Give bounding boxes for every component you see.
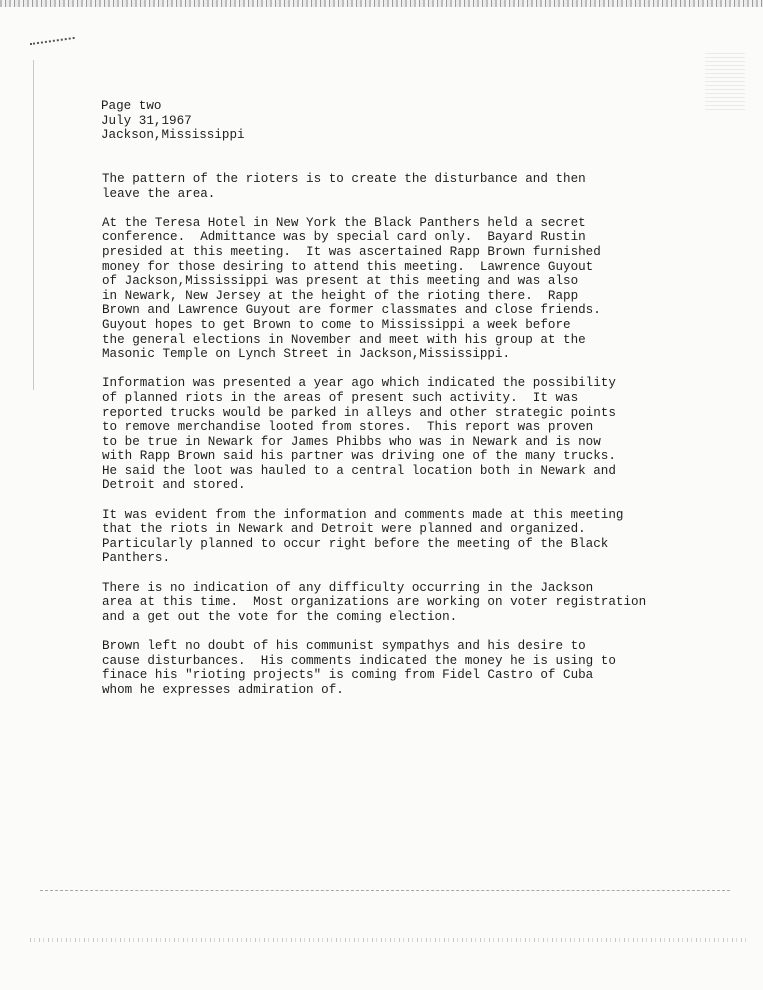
text-line: Guyout hopes to get Brown to come to Mississippi a week before bbox=[102, 317, 571, 332]
paragraph bbox=[102, 508, 692, 566]
scan-fold-line bbox=[40, 890, 730, 892]
text-line: reported trucks would be parked in alleys and other strategic points bbox=[102, 405, 616, 420]
text-line: There is no indication of any difficulty occurring in the Jackson bbox=[102, 580, 594, 595]
text-line: that the riots in Newark and Detroit were planned and organized. bbox=[102, 522, 586, 537]
text-line: Detroit and stored. bbox=[102, 478, 246, 493]
letter-date: July 31,1967 bbox=[101, 113, 192, 128]
letter-body bbox=[102, 172, 692, 712]
text-line: of Jackson,Mississippi was present at this meeting and was also bbox=[102, 274, 579, 289]
text-line: Particularly planned to occur right before the meeting of the Black bbox=[102, 536, 609, 551]
text-line: to remove merchandise looted from stores. This report was proven bbox=[102, 420, 594, 435]
text-line: to be true in Newark for James Phibbs who was in Newark and is now bbox=[102, 434, 601, 449]
text-line: Brown and Lawrence Guyout are former classmates and close friends. bbox=[102, 303, 601, 318]
scan-corner-mark bbox=[30, 37, 75, 47]
page-number: Page two bbox=[101, 99, 162, 113]
text-line: Masonic Temple on Lynch Street in Jackson,Mississippi. bbox=[102, 347, 511, 362]
paragraph bbox=[102, 376, 692, 493]
text-line: finace his "rioting projects" is coming from Fidel Castro of Cuba bbox=[102, 668, 594, 683]
scan-right-noise bbox=[705, 50, 745, 110]
scan-left-rule bbox=[33, 60, 34, 390]
text-line: conference. Admittance was by special card only. Bayard Rustin bbox=[102, 230, 586, 245]
text-line: money for those desiring to attend this meeting. Lawrence Guyout bbox=[102, 259, 594, 274]
text-line: Brown left no doubt of his communist sympathys and his desire to bbox=[102, 639, 586, 653]
paragraph bbox=[102, 216, 692, 362]
paragraph bbox=[102, 172, 692, 201]
letter-header bbox=[101, 99, 245, 143]
text-line: whom he expresses admiration of. bbox=[102, 682, 344, 697]
text-line: in Newark, New Jersey at the height of the rioting there. Rapp bbox=[102, 288, 579, 303]
text-line: Panthers. bbox=[102, 551, 171, 566]
text-line: area at this time. Most organizations are working on voter registration bbox=[102, 595, 647, 610]
text-line: with Rapp Brown said his partner was driving one of the many trucks. bbox=[102, 449, 616, 464]
paragraph bbox=[102, 581, 692, 625]
text-line: At the Teresa Hotel in New York the Black Panthers held a secret bbox=[102, 215, 586, 230]
text-line: presided at this meeting. It was ascertained Rapp Brown furnished bbox=[102, 244, 601, 259]
letter-place: Jackson,Mississippi bbox=[101, 128, 245, 143]
text-line: He said the loot was hauled to a central location both in Newark and bbox=[102, 463, 616, 478]
text-line: the general elections in November and meet with his group at the bbox=[102, 332, 586, 347]
text-line: and a get out the vote for the coming election. bbox=[102, 609, 458, 624]
text-line: It was evident from the information and comments made at this meeting bbox=[102, 507, 624, 522]
scan-bottom-noise bbox=[30, 938, 750, 942]
paragraph bbox=[102, 639, 692, 697]
text-line: Information was presented a year ago which indicated the possibility bbox=[102, 376, 616, 391]
scan-top-edge bbox=[0, 0, 763, 7]
text-line: cause disturbances. His comments indicated the money he is using to bbox=[102, 653, 616, 668]
text-line: leave the area. bbox=[102, 186, 216, 201]
text-line: The pattern of the rioters is to create the disturbance and then bbox=[102, 172, 586, 186]
text-line: of planned riots in the areas of present such activity. It was bbox=[102, 390, 579, 405]
